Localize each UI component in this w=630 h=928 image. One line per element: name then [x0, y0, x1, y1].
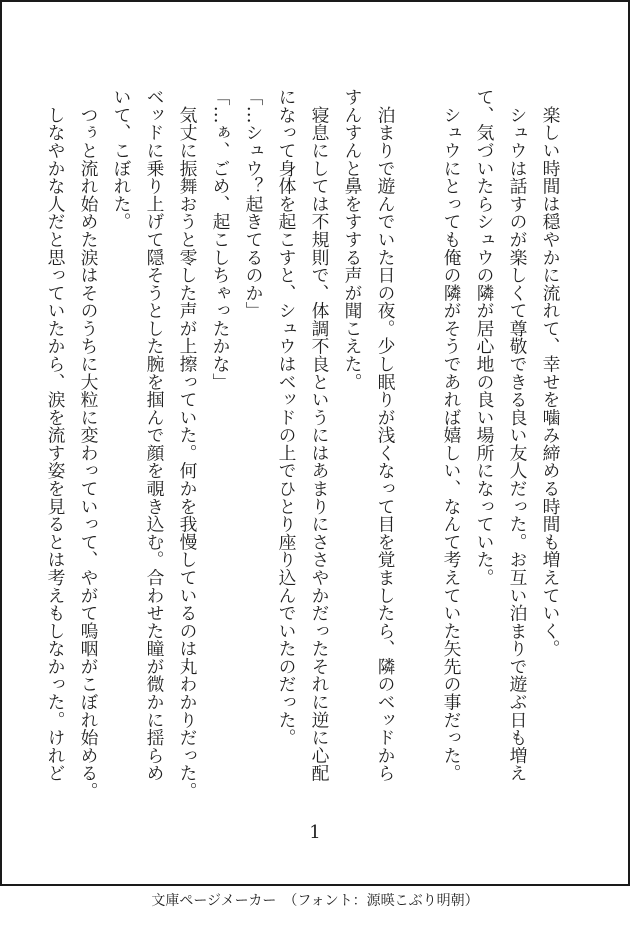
paragraph-blank-line [402, 88, 435, 784]
paragraph: 泊まりで遊んでいた日の夜。少し眠りが浅くなって目を覚ましたら、隣のベッドからすんすんと鼻をすする声が聞こえた。 [342, 88, 396, 782]
footer-caption: 文庫ページメーカー （フォント：源暎こぶり明朝） [151, 893, 479, 909]
paragraph: 楽しい時間は穏やかに流れて、幸せを噛み締める時間も増えていく。 [540, 88, 561, 658]
paragraph: しなやかな人だと思っていたから、涙を流す姿を見るとは考えもしなかった。けれど [45, 88, 66, 782]
paragraph: 気丈に振舞おうと零した声が上擦っていた。何かを我慢しているのは丸わかりだった。 [177, 88, 198, 800]
paragraph: つぅと流れ始めた涙はそのうちに大粒に変わっていって、やがて嗚咽がこぼれ始める。 [78, 88, 99, 800]
paragraph: 「…ぁ、ごめ、起こしちゃったかな」 [210, 88, 231, 391]
page-number: 1 [309, 822, 321, 843]
text-body [39, 88, 567, 802]
paragraph: 「…シュウ？起きてるのか」 [243, 88, 264, 320]
paragraph: シュウは話すのが楽しくて尊敬できる良い友人だった。お互い泊まりで遊ぶ日も増えて、気づいたらシュウの隣が居心地の良い場所になっていた。 [474, 88, 528, 782]
paragraph: ベッドに乗り上げて隠そうとした腕を掴んで顔を覗き込む。合わせた瞳が微かに揺らめいて、こぼれた。 [111, 88, 165, 782]
paragraph: シュウにとっても俺の隣がそうであれば嬉しい、なんて考えていた矢先の事だった。 [441, 88, 462, 782]
paragraph: 寝息にしては不規則で、体調不良というにはあまりにささやかだったそれに逆に心配になって身体を起こすと、シュウはベッドの上でひとり座り込んでいたのだった。 [276, 88, 330, 782]
